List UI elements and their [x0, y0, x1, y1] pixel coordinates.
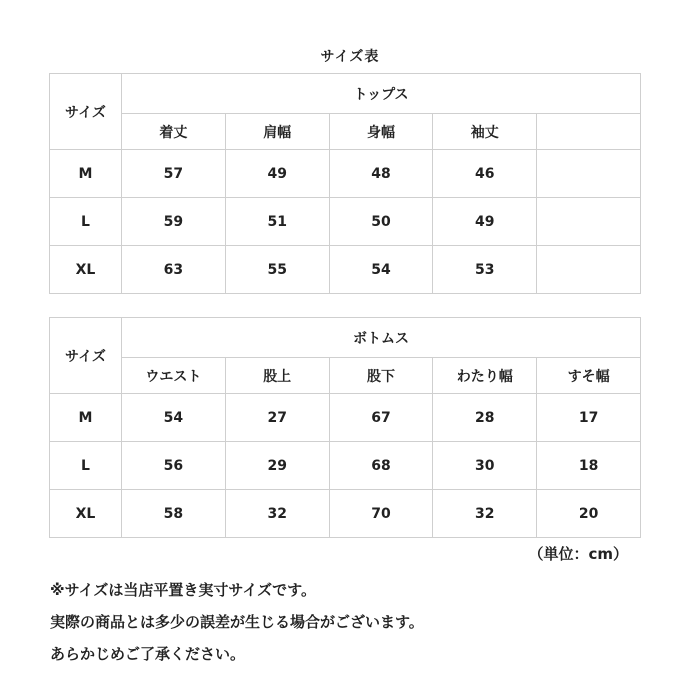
size-label-cell: サイズ: [50, 74, 122, 150]
table-row: [50, 442, 641, 490]
row-size: M: [50, 150, 122, 198]
table-cell: 70: [329, 490, 433, 538]
table-cell: 54: [122, 394, 226, 442]
table-cell: 30: [433, 442, 537, 490]
table-cell: 50: [329, 198, 433, 246]
table-cell: 48: [329, 150, 433, 198]
column-header: 股上: [225, 358, 329, 394]
bottoms-header: ボトムス: [122, 318, 641, 358]
row-size: L: [50, 442, 122, 490]
column-header: わたり幅: [433, 358, 537, 394]
row-size: L: [50, 198, 122, 246]
column-header: 股下: [329, 358, 433, 394]
row-size: M: [50, 394, 122, 442]
column-header: 肩幅: [225, 114, 329, 150]
row-size: XL: [50, 246, 122, 294]
column-header: すそ幅: [537, 358, 641, 394]
table-cell: 32: [225, 490, 329, 538]
table-cell: 55: [225, 246, 329, 294]
row-size: XL: [50, 490, 122, 538]
table-cell: 29: [225, 442, 329, 490]
table-row: [50, 246, 641, 294]
table-cell: 59: [122, 198, 226, 246]
table-cell: 49: [433, 198, 537, 246]
table-cell: [537, 198, 641, 246]
unit-label: （単位：cm）: [528, 545, 628, 563]
table-row: [50, 490, 641, 538]
table-cell: 46: [433, 150, 537, 198]
table-row: [50, 150, 641, 198]
page-title: サイズ表: [320, 49, 380, 65]
size-label-cell: サイズ: [50, 318, 122, 394]
column-header: 着丈: [122, 114, 226, 150]
table-row: [50, 394, 641, 442]
tops-size-table: [49, 73, 641, 294]
table-cell: 51: [225, 198, 329, 246]
table-cell: 54: [329, 246, 433, 294]
table-cell: 49: [225, 150, 329, 198]
table-cell: 57: [122, 150, 226, 198]
table-cell: 28: [433, 394, 537, 442]
bottoms-size-table: [49, 317, 641, 538]
table-cell: [537, 246, 641, 294]
table-cell: 17: [537, 394, 641, 442]
note-line: あらかじめご了承ください。: [50, 645, 246, 663]
table-cell: [537, 150, 641, 198]
table-cell: 27: [225, 394, 329, 442]
table-row: [50, 198, 641, 246]
table-cell: 68: [329, 442, 433, 490]
table-cell: 32: [433, 490, 537, 538]
column-header: ウエスト: [122, 358, 226, 394]
tops-header: トップス: [122, 74, 641, 114]
note-line: ※サイズは当店平置き実寸サイズです。: [50, 581, 316, 599]
column-header: 身幅: [329, 114, 433, 150]
table-cell: 20: [537, 490, 641, 538]
table-cell: 67: [329, 394, 433, 442]
table-cell: 56: [122, 442, 226, 490]
table-cell: 58: [122, 490, 226, 538]
note-line: 実際の商品とは多少の誤差が生じる場合がございます。: [50, 613, 424, 631]
table-cell: 53: [433, 246, 537, 294]
column-header: 袖丈: [433, 114, 537, 150]
notes: [50, 574, 424, 670]
column-header: [537, 114, 641, 150]
table-cell: 63: [122, 246, 226, 294]
table-cell: 18: [537, 442, 641, 490]
